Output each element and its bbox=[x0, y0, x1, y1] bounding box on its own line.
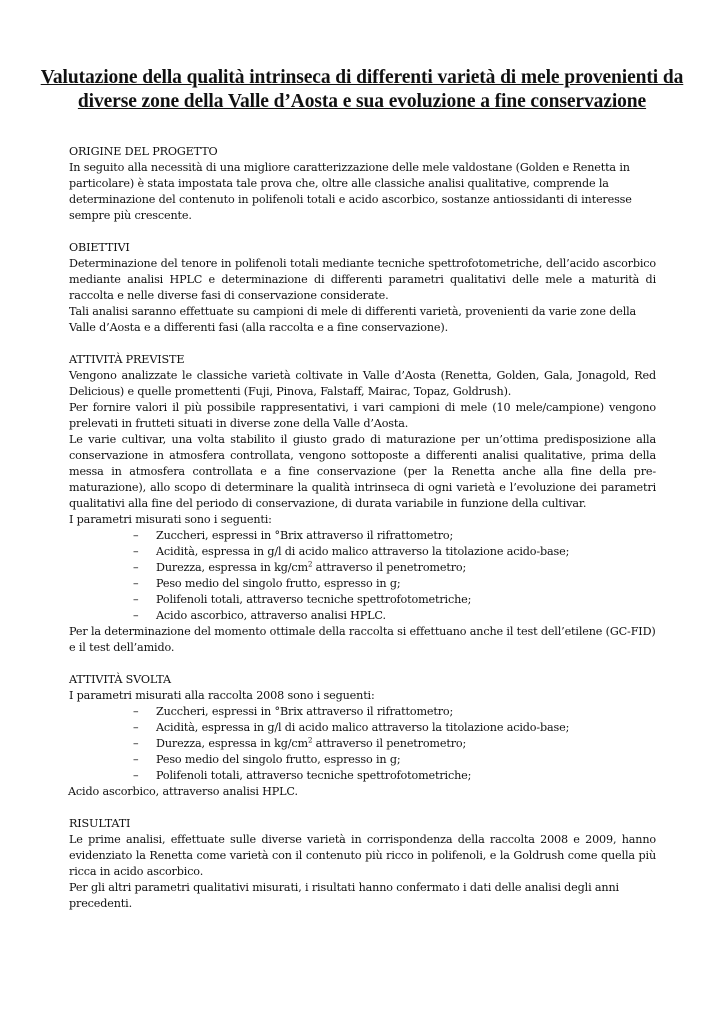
paragraph: Per fornire valori il più possibile rappresentativi, i vari campioni di mele (10 mele/campione) vengono prelevati in frutteti situati in diverse zone della Valle d’Aosta. bbox=[69, 401, 656, 430]
list-item: – Polifenoli totali, attraverso tecniche spettrofotometriche; bbox=[133, 592, 656, 608]
superscript: 2 bbox=[307, 560, 313, 569]
parameter-list bbox=[69, 528, 656, 624]
parameter-list bbox=[69, 704, 656, 784]
list-item-text: Durezza, espressa in kg/cm bbox=[156, 737, 308, 750]
list-item: – Acidità, espressa in g/l di acido malico attraverso la titolazione acido-base; bbox=[133, 720, 656, 736]
paragraph: I parametri misurati alla raccolta 2008 sono i seguenti: bbox=[69, 689, 375, 702]
paragraph: Per la determinazione del momento ottimale della raccolta si effettuano anche il test dell’etilene (GC-FID) e il test dell’amido. bbox=[69, 625, 656, 654]
list-item: – Zuccheri, espressi in °Brix attraverso il rifrattometro; bbox=[133, 528, 656, 544]
paragraph: I parametri misurati sono i seguenti: bbox=[69, 513, 272, 526]
section-heading: ORIGINE DEL PROGETTO bbox=[69, 145, 218, 158]
section-origine bbox=[69, 144, 656, 224]
paragraph: Le varie cultivar, una volta stabilito il giusto grado di maturazione per un’ottima predisposizione alla conservazione in atmosfera controllata, vengono sottoposte a differenti analisi qualitative, prima della messa in atmosfera controllata e a fine conservazione (per la Renetta anche alla fine della pre-maturazione), allo scopo di determinare la qualità intrinseca di ogni varietà e l’evoluzione dei parametri qualitativi alla fine del periodo di conservazione, di durata variabile in funzione della cultivar. bbox=[69, 433, 656, 510]
list-item bbox=[133, 560, 656, 576]
section-attivita-svolta bbox=[69, 672, 656, 800]
section-heading: ATTIVITÀ SVOLTA bbox=[69, 673, 171, 686]
paragraph: In seguito alla necessità di una migliore caratterizzazione delle mele valdostane (Golden e Renetta in particolare) è stata impostata tale prova che, oltre alle classiche analisi qualitative, comprende la determinazione del contenuto in polifenoli totali e acido ascorbico, sostanze antiossidanti di interesse sempre più crescente. bbox=[69, 161, 632, 222]
list-item: – Zuccheri, espressi in °Brix attraverso il rifrattometro; bbox=[133, 704, 656, 720]
paragraph: Determinazione del tenore in polifenoli totali mediante tecniche spettrofotometriche, dell’acido ascorbico mediante analisi HPLC e determinazione di differenti parametri qualitativi delle mele a maturità di raccolta e nelle diverse fasi di conservazione considerate. bbox=[69, 257, 656, 302]
list-item-text: attraverso il penetrometro; bbox=[312, 561, 467, 574]
list-item: – Acidità, espressa in g/l di acido malico attraverso la titolazione acido-base; bbox=[133, 544, 656, 560]
paragraph: Le prime analisi, effettuate sulle diverse varietà in corrispondenza della raccolta 2008 e 2009, hanno evidenziato la Renetta come varietà con il contenuto più ricco in polifenoli, e la Goldrush come quella più ricca in acido ascorbico. bbox=[69, 833, 656, 878]
section-risultati bbox=[69, 816, 656, 912]
paragraph: Acido ascorbico, attraverso analisi HPLC. bbox=[68, 785, 298, 798]
section-attivita-previste bbox=[69, 352, 656, 656]
list-item: – Acido ascorbico, attraverso analisi HPLC. bbox=[133, 608, 656, 624]
list-item-text: attraverso il penetrometro; bbox=[312, 737, 467, 750]
section-heading: ATTIVITÀ PREVISTE bbox=[69, 353, 185, 366]
section-obiettivi bbox=[69, 240, 656, 336]
paragraph: Vengono analizzate le classiche varietà coltivate in Valle d’Aosta (Renetta, Golden, Gala, Jonagold, Red Delicious) e quelle promettenti (Fuji, Pinova, Falstaff, Mairac, Topaz, Goldrush). bbox=[69, 369, 656, 398]
superscript: 2 bbox=[307, 736, 313, 745]
document-title: Valutazione della qualità intrinseca di differenti varietà di mele provenienti da diverse zone della Valle d’Aosta e sua evoluzione a fine conservazione bbox=[40, 67, 684, 112]
list-item: – Polifenoli totali, attraverso tecniche spettrofotometriche; bbox=[133, 768, 656, 784]
section-heading: OBIETTIVI bbox=[69, 241, 130, 254]
list-item: – Peso medio del singolo frutto, espresso in g; bbox=[133, 752, 656, 768]
list-item-text: Durezza, espressa in kg/cm bbox=[156, 561, 308, 574]
list-item: – Peso medio del singolo frutto, espresso in g; bbox=[133, 576, 656, 592]
section-heading: RISULTATI bbox=[69, 817, 131, 830]
paragraph: Tali analisi saranno effettuate su campioni di mele di differenti varietà, provenienti da varie zone della Valle d’Aosta e a differenti fasi (alla raccolta e a fine conservazione). bbox=[69, 305, 637, 334]
list-item bbox=[133, 736, 656, 752]
paragraph: Per gli altri parametri qualitativi misurati, i risultati hanno confermato i dati delle analisi degli anni precedenti. bbox=[69, 881, 619, 910]
document-body bbox=[69, 144, 656, 928]
